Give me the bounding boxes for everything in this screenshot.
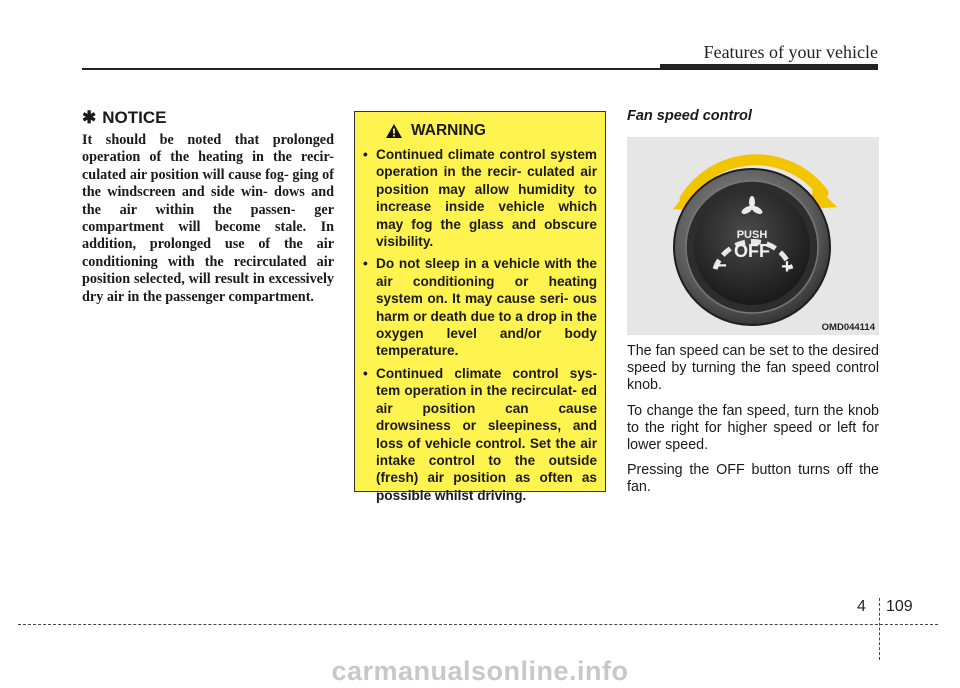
minus-label: − [715,255,727,277]
watermark: carmanualsonline.info [331,656,629,686]
notice-heading [82,108,334,128]
warning-item: • Continued climate control sys- tem operation in the recirculat- ed air position can cause drowsiness or sleepiness, and loss of vehicle control. Set the air intake control to the outside (fresh) air position as often as possible whilst driving. [363,365,597,503]
fan-paragraph: To change the fan speed, turn the knob to the right for higher speed or left for lower speed. [627,402,879,454]
notice-section [82,108,334,306]
figure-code: OMD044114 [821,322,875,333]
section-title: Features of your vehicle [703,42,878,62]
page-number: 109 [886,598,913,615]
warning-triangle-icon [385,123,403,139]
footer-vertical-rule [879,598,880,660]
fan-speed-title: Fan speed control [627,108,752,124]
warning-item: • Do not sleep in a vehicle with the air conditioning or heating system on. It may cause seri- ous harm or death due to a drop in the oxygen level and/or body temperature. [363,256,597,359]
header-bar [660,64,878,70]
notice-title: NOTICE [102,108,167,127]
footer-dashed-rule [18,624,938,625]
star-cross-icon: ✱ [82,108,97,127]
warning-box [354,111,606,503]
fan-knob-figure [627,137,879,335]
warning-item: • Continued climate control system operation in the recir- culated air position may allow humidity to increase inside vehicle which may fog the glass and obscure visibility. [363,147,597,250]
off-label: OFF [734,241,770,261]
chapter-number: 4 [857,598,866,615]
notice-body: It should be noted that prolonged operation of the heating in the recir- culated air position will cause fog- ging of the windscreen and side win- dows and the air within the passen- ger compartment will become stale. In addition, prolonged use of the air conditioning with the recirculated air position selected, will result in excessively dry air in the passenger compartment. [82,132,334,305]
warning-title: WARNING [411,122,486,139]
fan-paragraph: The fan speed can be set to the desired speed by turning the fan speed control knob. [627,343,879,394]
warning-list [363,146,597,504]
warning-heading [385,122,597,140]
push-label: PUSH [736,229,768,241]
plus-label: + [781,256,793,278]
fan-paragraph: Pressing the OFF button turns off the fan. [627,462,879,496]
fan-speed-section [627,108,879,497]
